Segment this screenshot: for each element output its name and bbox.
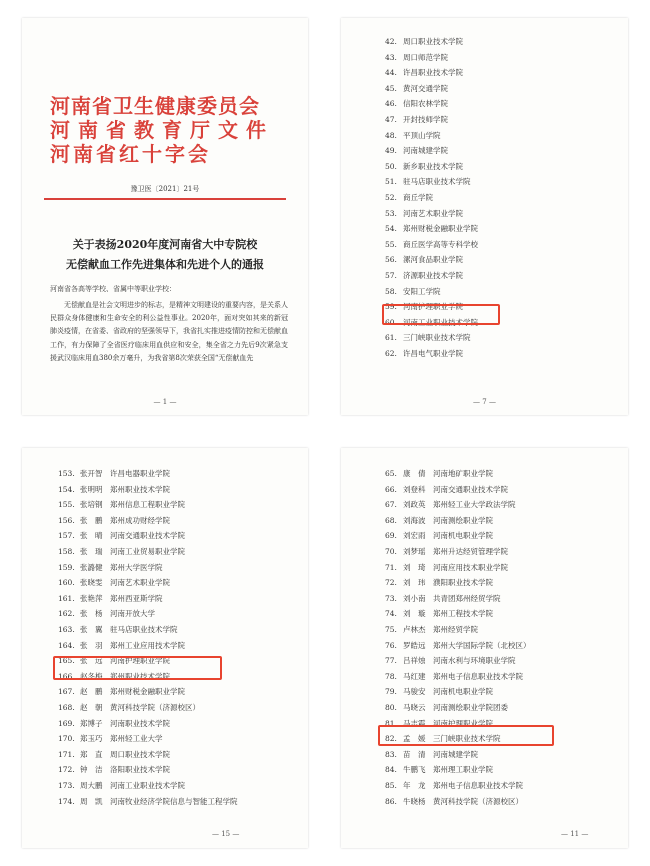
person-name: 郑玉巧 [80, 734, 103, 744]
item-number: 157. [58, 531, 75, 541]
list-item [385, 640, 531, 652]
list-item [385, 67, 463, 79]
person-name: 马志霞 [403, 718, 426, 728]
item-number: 160. [58, 578, 75, 588]
item-number: 74. [385, 609, 397, 619]
list-item [385, 499, 516, 511]
school-name: 商丘医学高等专科学校 [403, 239, 478, 249]
list-item [385, 686, 493, 698]
list-item [58, 780, 185, 792]
item-number: 66. [385, 484, 397, 494]
item-number: 85. [385, 781, 397, 790]
school-name: 开封技师学院 [403, 115, 448, 124]
school-name: 黄河科技学院（济源校区） [433, 796, 523, 806]
person-name: 苗 清 [403, 749, 426, 759]
school-name: 信阳农林学院 [403, 99, 448, 109]
school-name: 洛阳职业技术学院 [110, 765, 170, 775]
school-name: 河南艺术职业学院 [110, 578, 170, 588]
item-number: 167. [58, 687, 75, 697]
school-name: 驻马店职业技术学院 [403, 177, 471, 187]
item-number: 47. [385, 115, 397, 124]
item-number: 67. [385, 500, 397, 510]
item-number: 159. [58, 562, 75, 572]
list-item [385, 98, 448, 110]
highlight-box [378, 725, 554, 746]
list-item [385, 332, 471, 344]
person-name: 郑博子 [80, 718, 103, 728]
list-item [385, 286, 441, 298]
list-item [385, 484, 508, 496]
school-name: 河南工业职业技术学院 [110, 781, 185, 790]
school-name: 河南工业职业技术学院 [403, 317, 478, 327]
list-item [58, 562, 163, 574]
school-name: 许昌电器职业学院 [110, 469, 170, 478]
person-name: 刘梦瑶 [403, 547, 426, 556]
item-number: 73. [385, 593, 397, 603]
list-item [58, 484, 170, 496]
person-name: 年 龙 [403, 781, 426, 790]
item-number: 162. [58, 609, 75, 619]
person-name: 张开智 [80, 469, 103, 478]
list-item [385, 270, 463, 282]
school-name: 河南城建学院 [403, 146, 448, 156]
person-name: 郑 直 [80, 749, 103, 759]
school-name: 周口职业技术学院 [110, 749, 170, 759]
letterhead-line-2: 河南省教育厅文件 [50, 118, 274, 142]
school-name: 郑州财税金融职业学院 [403, 224, 478, 234]
list-item [385, 780, 523, 792]
item-number: 79. [385, 687, 397, 697]
list-item [385, 530, 493, 542]
school-name: 河南牧业经济学院信息与智能工程学院 [110, 796, 238, 806]
school-name: 郑州财税金融职业学院 [110, 687, 185, 697]
list-item [385, 562, 508, 574]
list-item [58, 686, 185, 698]
person-name: 张 瑞 [80, 547, 103, 556]
item-number: 61. [385, 333, 397, 343]
list-item [58, 718, 170, 730]
person-name: 赵冬梅 [80, 671, 103, 681]
school-name: 河南应用技术职业学院 [433, 562, 508, 572]
item-number: 164. [58, 640, 75, 650]
item-number: 174. [58, 796, 75, 806]
notice-title-line-1: 关于表扬2020年度河南省大中专院校 [72, 238, 258, 251]
item-number: 76. [385, 640, 397, 650]
list-item [385, 624, 478, 636]
school-name: 河南城建学院 [433, 749, 478, 759]
person-name: 钟 洁 [80, 765, 103, 775]
list-item [385, 239, 478, 251]
person-name: 牛鹏飞 [403, 765, 426, 775]
school-name: 河南护理职业学院 [433, 718, 493, 728]
item-number: 84. [385, 765, 397, 775]
person-name: 吕祥烛 [403, 656, 426, 666]
list-item [58, 499, 185, 511]
school-name: 商丘学院 [403, 193, 433, 202]
person-name: 康 倩 [403, 469, 426, 478]
item-number: 69. [385, 531, 397, 541]
item-number: 86. [385, 796, 397, 806]
highlight-box [382, 304, 500, 325]
school-name: 河南水利与环境职业学院 [433, 656, 516, 666]
list-item [385, 223, 478, 235]
item-number: 48. [385, 130, 397, 140]
school-name: 郑州信息工程职业学院 [110, 500, 185, 510]
school-name: 郑州西亚斯学院 [110, 593, 163, 603]
person-name: 张 羽 [80, 640, 103, 650]
page-number: — 1 — [153, 398, 177, 406]
person-name: 卢林杰 [403, 625, 426, 634]
list-item [58, 593, 163, 605]
school-name: 河南机电职业学院 [433, 687, 493, 697]
school-name: 河南护理职业学院 [110, 656, 170, 666]
person-name: 张 晴 [80, 531, 103, 541]
list-item [58, 515, 170, 527]
person-name: 张 翼 [80, 625, 103, 634]
list-item [385, 577, 493, 589]
school-name: 济源职业技术学院 [403, 271, 463, 280]
list-item [385, 254, 463, 266]
school-name: 郑州升达经贸管理学院 [433, 547, 508, 556]
person-name: 张明明 [80, 484, 103, 494]
person-name: 张培钢 [80, 500, 103, 510]
item-number: 55. [385, 239, 397, 249]
person-name: 刘海波 [403, 515, 426, 525]
school-name: 河南测绘职业学院 [433, 515, 493, 525]
item-number: 83. [385, 749, 397, 759]
item-number: 168. [58, 703, 75, 712]
school-name: 濮阳职业技术学院 [433, 578, 493, 588]
person-name: 张 远 [80, 656, 103, 666]
list-item [58, 546, 185, 558]
list-item [58, 468, 170, 480]
item-number: 46. [385, 99, 397, 109]
list-item [385, 161, 463, 173]
school-name: 郑州大学医学院 [110, 562, 163, 572]
item-number: 56. [385, 255, 397, 265]
letterhead-line-3: 河南省红十字会 [50, 142, 211, 166]
person-name: 罗皓远 [403, 640, 426, 650]
highlight-box [53, 656, 222, 680]
item-number: 45. [385, 83, 397, 93]
list-item [385, 36, 463, 48]
school-name: 河南工业贸易职业学院 [110, 547, 185, 556]
school-list-page-7 [341, 18, 628, 415]
school-name: 周口职业技术学院 [403, 37, 463, 46]
school-name: 漯河食品职业学院 [403, 255, 463, 265]
person-name: 刘 琦 [403, 562, 426, 572]
item-number: 42. [385, 37, 397, 46]
person-name: 张潞健 [80, 562, 103, 572]
list-item [385, 83, 448, 95]
person-name: 张晓雯 [80, 578, 103, 588]
list-item [385, 192, 433, 204]
list-item [385, 593, 501, 605]
item-number: 65. [385, 469, 397, 478]
individual-list-page-11 [341, 448, 628, 848]
school-name: 郑州理工职业学院 [433, 765, 493, 775]
item-number: 59. [385, 302, 397, 312]
school-name: 郑州大学国际学院（北校区） [433, 640, 531, 650]
school-name: 黄河科技学院（济源校区） [110, 703, 200, 712]
item-number: 153. [58, 469, 75, 478]
school-name: 郑州轻工业大学 [110, 734, 163, 744]
person-name: 张艳萍 [80, 593, 103, 603]
school-name: 平顶山学院 [403, 130, 441, 140]
list-item [385, 608, 493, 620]
list-item [58, 530, 185, 542]
letterhead-line-1: 河南省卫生健康委员会 [50, 94, 260, 118]
school-name: 郑州工程技术学院 [433, 609, 493, 619]
list-item [58, 640, 185, 652]
list-item [385, 208, 463, 220]
person-name: 刘政英 [403, 500, 426, 510]
item-number: 158. [58, 547, 75, 556]
item-number: 75. [385, 625, 397, 634]
item-number: 155. [58, 500, 75, 510]
school-name: 郑州成功财经学院 [110, 515, 170, 525]
item-number: 71. [385, 562, 397, 572]
item-number: 163. [58, 625, 75, 634]
school-name: 三门峡职业技术学院 [433, 734, 501, 744]
school-name: 河南机电职业学院 [433, 531, 493, 541]
individual-list-page-15 [22, 448, 308, 848]
list-item [385, 796, 523, 808]
item-number: 82. [385, 734, 397, 744]
list-item [385, 114, 448, 126]
list-item [58, 733, 163, 745]
school-name: 河南地矿职业学院 [433, 469, 493, 478]
school-name: 郑州职业技术学院 [110, 484, 170, 494]
item-number: 161. [58, 593, 75, 603]
list-item [385, 655, 516, 667]
item-number: 173. [58, 781, 75, 790]
school-name: 河南交通职业技术学院 [433, 484, 508, 494]
item-number: 156. [58, 515, 75, 525]
item-number: 80. [385, 703, 397, 712]
list-item [58, 608, 155, 620]
person-name: 周大鹏 [80, 781, 103, 790]
list-item [58, 749, 170, 761]
list-item [58, 764, 170, 776]
item-number: 170. [58, 734, 75, 744]
item-number: 49. [385, 146, 397, 156]
list-item [385, 764, 493, 776]
item-number: 43. [385, 52, 397, 62]
school-name: 郑州职业技术学院 [110, 671, 170, 681]
page-number: — 11 — [561, 830, 589, 838]
person-name: 刘 玮 [403, 578, 426, 588]
list-item [385, 515, 493, 527]
item-number: 171. [58, 749, 75, 759]
item-number: 62. [385, 349, 397, 358]
school-name: 许昌电气职业学院 [403, 349, 463, 358]
list-item [385, 749, 478, 761]
item-number: 52. [385, 193, 397, 202]
item-number: 165. [58, 656, 75, 666]
person-name: 张 鹏 [80, 515, 103, 525]
item-number: 53. [385, 208, 397, 218]
notice-body [50, 299, 288, 365]
school-name: 河南测绘职业学院团委 [433, 703, 508, 712]
school-name: 安阳工学院 [403, 286, 441, 296]
item-number: 51. [385, 177, 397, 187]
item-number: 72. [385, 578, 397, 588]
school-name: 河南开放大学 [110, 609, 155, 619]
document-number: 豫卫医〔2021〕21号 [130, 185, 200, 193]
list-item [58, 796, 238, 808]
list-item [385, 671, 523, 683]
notice-title-line-2: 无偿献血工作先进集体和先进个人的通报 [66, 258, 264, 271]
list-item [385, 176, 471, 188]
item-number: 50. [385, 161, 397, 171]
person-name: 刘宏雨 [403, 531, 426, 541]
person-name: 马晓云 [403, 703, 426, 712]
item-number: 166. [58, 671, 75, 681]
school-name: 郑州经贸学院 [433, 625, 478, 634]
school-name: 郑州轻工业大学政法学院 [433, 500, 516, 510]
item-number: 44. [385, 68, 397, 78]
item-number: 68. [385, 515, 397, 525]
person-name: 马红建 [403, 671, 426, 681]
item-number: 60. [385, 317, 397, 327]
school-name: 周口师范学院 [403, 52, 448, 62]
list-item [385, 145, 448, 157]
school-name: 郑州电子信息职业技术学院 [433, 671, 523, 681]
item-number: 169. [58, 718, 75, 728]
school-name: 河南艺术职业学院 [403, 208, 463, 218]
item-number: 81. [385, 718, 397, 728]
list-item [385, 52, 448, 64]
list-item [58, 577, 170, 589]
item-number: 172. [58, 765, 75, 775]
school-name: 驻马店职业技术学院 [110, 625, 178, 634]
list-item [385, 130, 441, 142]
school-name: 河南交通职业技术学院 [110, 531, 185, 541]
salutation: 河南省各高等学校、省属中等职业学校： [50, 285, 176, 293]
person-name: 刘登科 [403, 484, 426, 494]
school-name: 郑州电子信息职业技术学院 [433, 781, 523, 790]
person-name: 马骏安 [403, 687, 426, 697]
item-number: 78. [385, 671, 397, 681]
person-name: 孟 媛 [403, 734, 426, 744]
list-item [385, 546, 508, 558]
item-number: 57. [385, 271, 397, 280]
person-name: 周 凯 [80, 796, 103, 806]
person-name: 赵 鹏 [80, 687, 103, 697]
list-item [58, 624, 178, 636]
list-item [385, 348, 463, 360]
school-name: 三门峡职业技术学院 [403, 333, 471, 343]
person-name: 刘 璇 [403, 609, 426, 619]
notice-first-page [22, 18, 308, 415]
body-paragraph: 无偿献血是社会文明进步的标志，是精神文明建设的重要内容，是关系人民群众身体健康和生命安全的利公益性事业。2020年，面对突如其来的新冠肺炎疫情，在省委、省政府的坚强领导下，我省扎实推进疫情防控和无偿献血工作，有力保障了全省医疗临床用血供应和安全，集全省之力先后9次紧急支援武汉临床用血380余万毫升，为我省第8次荣获全国“无偿献血先 [50, 301, 288, 362]
school-name: 河南护理职业学院 [403, 302, 463, 312]
person-name: 张 杨 [80, 609, 103, 619]
item-number: 70. [385, 547, 397, 556]
person-name: 刘小南 [403, 593, 426, 603]
school-name: 黄河交通学院 [403, 83, 448, 93]
person-name: 赵 朝 [80, 703, 103, 712]
list-item [58, 702, 200, 714]
item-number: 154. [58, 484, 75, 494]
item-number: 58. [385, 286, 397, 296]
page-number: — 7 — [473, 398, 496, 406]
person-name: 牛晓杨 [403, 796, 426, 806]
letterhead-divider [44, 198, 286, 200]
item-number: 77. [385, 656, 397, 666]
school-name: 河南职业技术学院 [110, 718, 170, 728]
item-number: 54. [385, 224, 397, 234]
school-name: 共青团郑州经贸学院 [433, 593, 501, 603]
school-name: 新乡职业技术学院 [403, 161, 463, 171]
page-number: — 15 — [212, 830, 240, 838]
school-name: 许昌职业技术学院 [403, 68, 463, 78]
school-name: 郑州工业应用技术学院 [110, 640, 185, 650]
list-item [385, 468, 493, 480]
list-item [385, 702, 508, 714]
